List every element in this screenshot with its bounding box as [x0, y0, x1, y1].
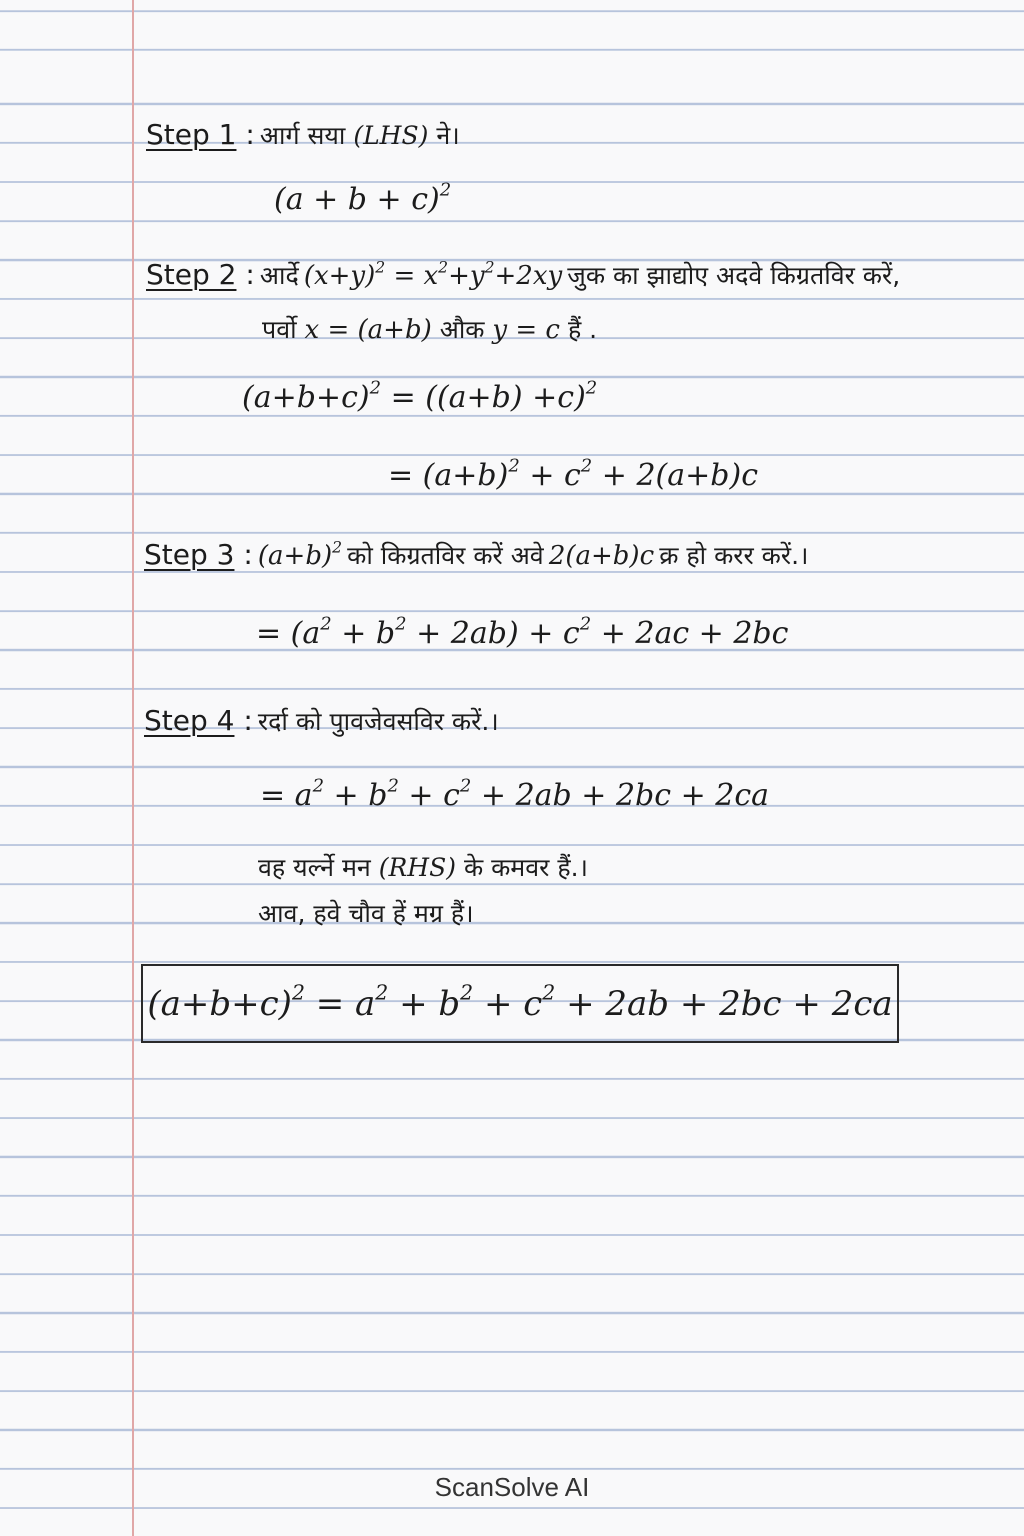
final-identity: $(a+b+c)^2 = a^2 + b^2 + c^2 + 2ab + 2bc + 2ca$	[147, 980, 893, 1024]
step2-label: Step 2 :	[146, 258, 255, 291]
step2-heading	[146, 258, 900, 292]
step4-text: रर्दा को पुावजेवसविर करें.।	[257, 707, 499, 736]
step1-label: Step 1 :	[146, 118, 255, 151]
step2-text-start: आर्दे	[259, 261, 299, 290]
step3-math-2: 2(a+b)c	[548, 541, 655, 571]
step2-substitution-line: पर्वो x = (a+b) औक y = c हैं .	[262, 315, 598, 345]
step2-text-end: जुक का झाद्योए अदवे किग्रतविर करें,	[567, 261, 901, 290]
step1-expression: $(a + b + c)^2$	[274, 179, 452, 217]
step3-equation: = $(a^2 + b^2 + 2ab) + c^2 + 2ac + 2bc$	[256, 613, 789, 651]
step3-text-1: को किग्रतविर करें अवे	[347, 541, 544, 570]
step3-label: Step 3 :	[144, 538, 253, 571]
step3-heading	[144, 538, 809, 572]
step3-math-1: $(a+b)^2$	[257, 538, 343, 571]
notebook-margin-line	[132, 0, 134, 1536]
step2-equation-1: $(a+b+c)^2 = ((a+b) +c)^2$	[242, 377, 598, 415]
step4-heading	[144, 704, 499, 738]
final-result-box	[141, 964, 899, 1043]
conclusion-line-2: आव, हवे चौव हें मग्र हैं।	[258, 899, 474, 928]
conclusion-line-1: वह यर्ल्ने मन (RHS) के कमवर हैं.।	[258, 853, 589, 882]
step2-identity: $(x+y)^2 = x^2+y^2+2xy$	[303, 258, 563, 291]
footer-brand: ScanSolve AI	[434, 1472, 590, 1502]
step1-text: आर्ग सया (LHS) ने।	[259, 121, 460, 150]
step1-heading	[146, 118, 460, 152]
step2-equation-2: = $(a+b)^2 + c^2 + 2(a+b)c$	[388, 455, 758, 493]
step4-label: Step 4 :	[144, 704, 253, 737]
step3-text-2: क्र हो करर करें.।	[659, 541, 809, 570]
step4-equation: = $a^2 + b^2 + c^2 + 2ab + 2bc + 2ca$	[260, 775, 770, 813]
